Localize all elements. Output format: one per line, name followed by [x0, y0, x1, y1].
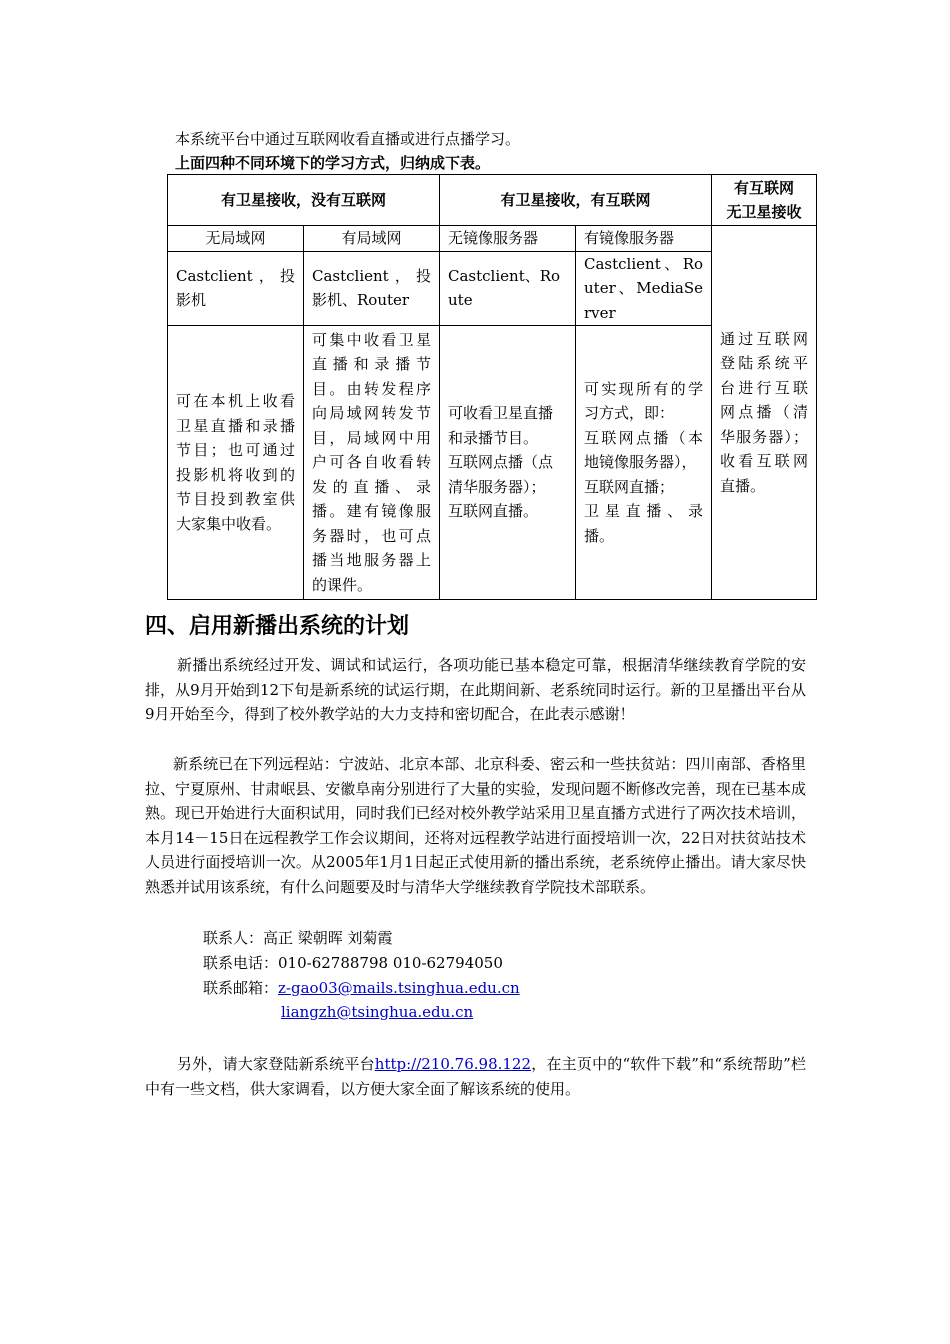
platform-text-after: ，在主页中的“软件下载”和“系统帮助”栏中有一些文档，供大家调看，以方便大家全面了解该系统的使用。	[145, 1055, 806, 1098]
sub-lan: 有局域网	[304, 226, 440, 252]
desc-no-mirror-line1: 可收看卫星直播和录播节目。	[448, 404, 554, 447]
desc-mirror	[576, 326, 712, 600]
equip-no-mirror: Castclient、Route	[440, 251, 576, 326]
learning-mode-table	[167, 174, 817, 600]
desc-lan: 可集中收看卫星直播和录播节目。由转发程序向局域网转发节目，局域网中用户可各自收看转发的直播、录播。建有镜像服务器时，也可点播当地服务器上的课件。	[304, 326, 440, 600]
desc-mirror-line4: 卫星直播、录播。	[584, 502, 704, 545]
header-sat-no-internet: 有卫星接收，没有互联网	[168, 175, 440, 226]
header-internet-line: 有互联网	[734, 178, 795, 197]
sub-mirror: 有镜像服务器	[576, 226, 712, 252]
desc-mirror-line3: 互联网直播；	[584, 477, 675, 496]
paragraph-trial-run: 新播出系统经过开发、调试和试运行，各项功能已基本稳定可靠，根据清华继续教育学院的安排，从9月开始到12下旬是新系统的试运行期，在此期间新、老系统同时运行。新的卫星播出平台从9月开始至今，得到了校外教学站的大力支持和密切配合，在此表示感谢！	[145, 656, 806, 723]
internet-only-desc: 通过互联网登陆系统平台进行互联网点播（清华服务器）；收看互联网直播。	[712, 226, 817, 600]
intro-line: 本系统平台中通过互联网收看直播或进行点播学习。	[175, 130, 521, 148]
section-heading: 四、启用新播出系统的计划	[145, 614, 410, 639]
platform-text-before: 另外，请大家登陆新系统平台	[177, 1055, 375, 1073]
intro-summary-line: 上面四种不同环境下的学习方式，归纳成下表。	[175, 154, 491, 172]
desc-mirror-line1: 可实现所有的学习方式，即：	[584, 379, 704, 423]
sub-no-lan: 无局域网	[168, 226, 304, 252]
desc-no-mirror	[440, 326, 576, 600]
platform-link[interactable]: http://210.76.98.122	[374, 1055, 532, 1073]
contact-email-2	[281, 1002, 473, 1022]
desc-mirror-line2: 互联网点播（本地镜像服务器），	[584, 428, 704, 472]
desc-no-mirror-line2: 互联网点播（点清华服务器）；	[448, 453, 554, 496]
desc-no-lan: 可在本机上收看卫星直播和录播节目；也可通过投影机将收到的节目投到教室供大家集中收看。	[168, 326, 304, 600]
contact-phone: 联系电话：010-62788798 010-62794050	[203, 954, 503, 972]
contact-email	[203, 978, 520, 998]
desc-no-mirror-line3: 互联网直播。	[448, 502, 539, 521]
header-internet-no-sat	[712, 175, 817, 226]
equip-no-lan: Castclient，投影机	[168, 251, 304, 326]
equip-lan: Castclient，投影机、Router	[304, 251, 440, 326]
header-sat-internet: 有卫星接收，有互联网	[440, 175, 712, 226]
contact-email-label: 联系邮箱：	[203, 979, 279, 997]
email-link-liangzh[interactable]: liangzh@tsinghua.edu.cn	[281, 1003, 474, 1021]
header-no-sat-line: 无卫星接收	[726, 203, 802, 221]
email-link-gao[interactable]: z-gao03@mails.tsinghua.edu.cn	[278, 979, 520, 997]
contact-person: 联系人：高正 梁朝晖 刘菊霞	[203, 929, 393, 947]
paragraph-rollout: 新系统已在下列远程站：宁波站、北京本部、北京科委、密云和一些扶贫站：四川南部、香格里拉、宁夏原州、甘肃岷县、安徽阜南分别进行了大量的实验，发现问题不断修改完善，现在已基本成熟。现已开始进行大面积试用，同时我们已经对校外教学站采用卫星直播方式进行了两次技术培训，本月14－15日在远程教学工作会议期间，还将对远程教学站进行面授培训一次，22日对扶贫站技术人员进行面授培训一次。从2005年1月1日起正式使用新的播出系统，老系统停止播出。请大家尽快熟悉并试用该系统，有什么问题要及时与清华大学继续教育学院技术部联系。	[145, 755, 806, 896]
sub-no-mirror: 无镜像服务器	[440, 226, 576, 252]
paragraph-platform	[145, 1052, 806, 1101]
equip-mirror: Castclient、Router、MediaServer	[576, 251, 712, 326]
